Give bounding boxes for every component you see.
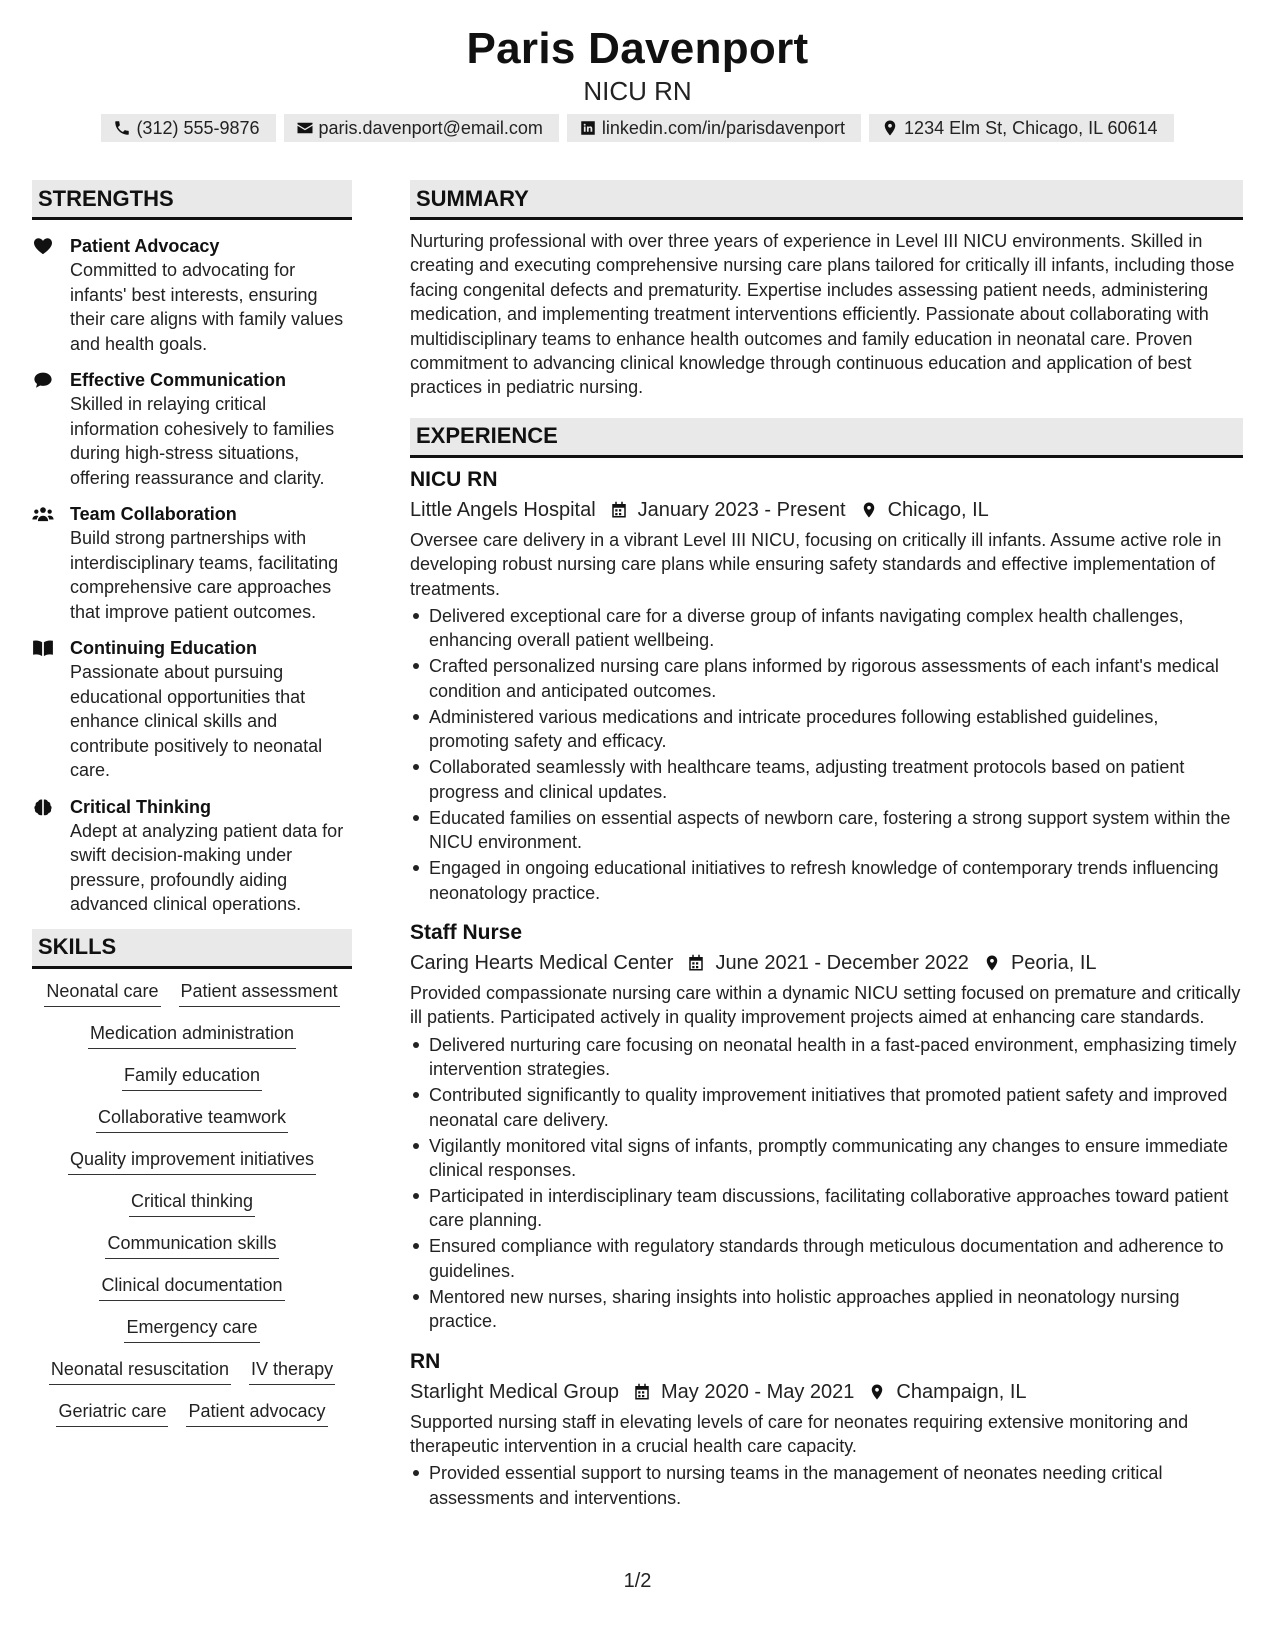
skill-tag: Patient assessment bbox=[179, 979, 340, 1007]
strength-desc: Build strong partnerships with interdisciplinary teams, facilitating comprehensive care approaches that improve patient outcomes. bbox=[70, 528, 339, 622]
job-dates: June 2021 - December 2022 bbox=[715, 951, 969, 974]
address-text: 1234 Elm St, Chicago, IL 60614 bbox=[904, 117, 1158, 138]
skill-tag: IV therapy bbox=[249, 1357, 335, 1385]
strength-desc: Committed to advocating for infants' best interests, ensuring their care aligns with family values and health goals. bbox=[70, 260, 344, 354]
phone-icon bbox=[113, 119, 131, 137]
strengths-list bbox=[32, 234, 352, 917]
brain-icon bbox=[32, 798, 54, 816]
job-description: Oversee care delivery in a vibrant Level III NICU, focusing on critically ill infants. Assume active role in developing robust nursing care plans while ensuring safety standards and effective implementation of treatments. bbox=[410, 529, 1222, 599]
skills-list bbox=[32, 979, 352, 1427]
job-location: Peoria, IL bbox=[1010, 951, 1097, 974]
strength-desc: Passionate about pursuing educational opportunities that enhance clinical skills and contribute positively to neonatal care. bbox=[70, 662, 323, 780]
strength-item bbox=[32, 795, 352, 917]
calendar-icon bbox=[687, 954, 705, 972]
resume-header bbox=[0, 22, 1275, 106]
strength-desc: Adept at analyzing patient data for swift decision-making under pressure, profoundly aiding advanced clinical operations. bbox=[70, 820, 344, 914]
skill-tag: Critical thinking bbox=[129, 1189, 255, 1217]
job-title: Staff Nurse bbox=[410, 920, 523, 944]
job-bullets bbox=[410, 1461, 1243, 1510]
calendar-icon bbox=[633, 1383, 651, 1401]
summary-text: Nurturing professional with over three years of experience in Level III NICU environments. Skilled in creating and executing comprehensive nursing care plans tailored for critically ill infants, including those facing congenital defects and prematurity. Expertise includes assessing patient needs, administering medication, and implementing treatment interventions efficiently. Passionate about collaborating with multidisciplinary teams to enhance health outcomes and family education in neonatal care. Proven commitment to advancing clinical knowledge through continuous education and application of best practices in pediatric nursing. bbox=[410, 231, 1235, 398]
job-bullets bbox=[410, 604, 1243, 905]
job-title: NICU RN bbox=[410, 467, 498, 491]
users-icon bbox=[32, 505, 54, 523]
left-column bbox=[32, 180, 352, 1427]
speech-bubble-icon bbox=[32, 371, 54, 389]
summary-heading: SUMMARY bbox=[410, 180, 1243, 220]
heart-icon bbox=[32, 237, 54, 255]
linkedin-icon bbox=[579, 119, 597, 137]
contact-bar bbox=[0, 114, 1275, 142]
job-dates: May 2020 - May 2021 bbox=[660, 1380, 855, 1403]
right-column bbox=[410, 180, 1243, 1512]
skills-heading: SKILLS bbox=[32, 929, 352, 969]
skill-tag: Clinical documentation bbox=[99, 1273, 284, 1301]
skill-tag: Neonatal care bbox=[44, 979, 160, 1007]
candidate-name: Paris Davenport bbox=[466, 24, 809, 73]
job-meta bbox=[410, 1377, 1243, 1407]
skill-tag: Communication skills bbox=[105, 1231, 278, 1259]
envelope-icon bbox=[296, 119, 314, 137]
job-bullet: Delivered exceptional care for a diverse group of infants navigating complex health challenges, enhancing overall patient wellbeing. bbox=[410, 604, 1243, 653]
job-dates: January 2023 - Present bbox=[637, 498, 846, 521]
job-description: Provided compassionate nursing care within a dynamic NICU setting focused on premature and critically ill patients. Participated actively in quality improvement projects aimed at enhancing care standards. bbox=[410, 982, 1241, 1028]
skill-tag: Geriatric care bbox=[56, 1399, 168, 1427]
skill-tag: Neonatal resuscitation bbox=[49, 1357, 231, 1385]
job-bullet: Vigilantly monitored vital signs of infants, promptly communicating any changes to ensure immediate clinical responses. bbox=[410, 1134, 1243, 1183]
job-bullet: Mentored new nurses, sharing insights into holistic approaches applied in neonatology nursing practice. bbox=[410, 1285, 1243, 1334]
strength-item bbox=[32, 368, 352, 490]
calendar-icon bbox=[610, 501, 628, 519]
job-entry bbox=[410, 919, 1243, 1334]
strength-desc: Skilled in relaying critical information cohesively to families during high-stress situations, offering reassurance and clarity. bbox=[70, 394, 335, 488]
map-pin-icon bbox=[983, 954, 1001, 972]
skill-tag: Collaborative teamwork bbox=[96, 1105, 288, 1133]
job-entry bbox=[410, 1348, 1243, 1511]
job-bullet: Educated families on essential aspects of newborn care, fostering a strong support system within the NICU environment. bbox=[410, 806, 1243, 855]
strengths-heading: STRENGTHS bbox=[32, 180, 352, 220]
experience-heading: EXPERIENCE bbox=[410, 418, 1243, 458]
page-number: 1/2 bbox=[623, 1570, 652, 1592]
job-description: Supported nursing staff in elevating levels of care for neonates requiring extensive monitoring and therapeutic intervention in a crucial health care capacity. bbox=[410, 1411, 1189, 1456]
skill-tag: Family education bbox=[122, 1063, 262, 1091]
job-bullets bbox=[410, 1033, 1243, 1334]
strength-title: Patient Advocacy bbox=[70, 236, 220, 256]
job-employer: Starlight Medical Group bbox=[410, 1380, 619, 1403]
map-pin-icon bbox=[881, 119, 899, 137]
job-employer: Caring Hearts Medical Center bbox=[410, 951, 674, 974]
skill-tag: Emergency care bbox=[124, 1315, 259, 1343]
job-bullet: Ensured compliance with regulatory standards through meticulous documentation and adherence to guidelines. bbox=[410, 1234, 1243, 1283]
job-meta bbox=[410, 948, 1243, 978]
job-location: Champaign, IL bbox=[896, 1380, 1027, 1403]
book-icon bbox=[32, 639, 54, 657]
strength-title: Effective Communication bbox=[70, 370, 287, 390]
strength-item bbox=[32, 502, 352, 624]
job-bullet: Participated in interdisciplinary team discussions, facilitating collaborative approaches toward patient care planning. bbox=[410, 1184, 1243, 1233]
strength-title: Critical Thinking bbox=[70, 796, 212, 817]
job-bullet: Crafted personalized nursing care plans informed by rigorous assessments of each infant's medical condition and anticipated outcomes. bbox=[410, 654, 1243, 703]
job-bullet: Contributed significantly to quality improvement initiatives that promoted patient safety and improved neonatal care delivery. bbox=[410, 1083, 1243, 1132]
strength-item bbox=[32, 636, 352, 783]
email-text: paris.davenport@email.com bbox=[318, 117, 543, 138]
contact-address[interactable] bbox=[869, 114, 1174, 142]
linkedin-text: linkedin.com/in/parisdavenport bbox=[601, 117, 846, 138]
job-bullet: Provided essential support to nursing teams in the management of neonates needing critical assessments and interventions. bbox=[410, 1461, 1243, 1510]
skill-tag: Medication administration bbox=[88, 1021, 296, 1049]
job-entry bbox=[410, 466, 1243, 905]
strength-title: Team Collaboration bbox=[70, 504, 237, 524]
contact-linkedin[interactable] bbox=[567, 114, 861, 142]
job-bullet: Delivered nurturing care focusing on neonatal health in a fast-paced environment, emphasizing timely intervention strategies. bbox=[410, 1033, 1243, 1082]
map-pin-icon bbox=[860, 501, 878, 519]
map-pin-icon bbox=[868, 1383, 886, 1401]
contact-phone[interactable] bbox=[101, 114, 275, 142]
skill-tag: Patient advocacy bbox=[186, 1399, 327, 1427]
phone-text: (312) 555-9876 bbox=[136, 117, 260, 138]
strength-title: Continuing Education bbox=[70, 638, 257, 658]
job-bullet: Collaborated seamlessly with healthcare teams, adjusting treatment protocols based on patient progress and clinical updates. bbox=[410, 755, 1243, 804]
job-location: Chicago, IL bbox=[887, 498, 989, 521]
skill-tag: Quality improvement initiatives bbox=[68, 1147, 316, 1175]
job-bullet: Administered various medications and intricate procedures following established guidelines, promoting safety and efficacy. bbox=[410, 705, 1243, 754]
job-employer: Little Angels Hospital bbox=[410, 498, 596, 521]
job-bullet: Engaged in ongoing educational initiatives to refresh knowledge of contemporary trends influencing neonatology practice. bbox=[410, 856, 1243, 905]
contact-email[interactable] bbox=[284, 114, 559, 142]
job-title: RN bbox=[410, 1349, 441, 1373]
job-meta bbox=[410, 495, 1243, 525]
strength-item bbox=[32, 234, 352, 356]
candidate-role: NICU RN bbox=[583, 76, 692, 106]
